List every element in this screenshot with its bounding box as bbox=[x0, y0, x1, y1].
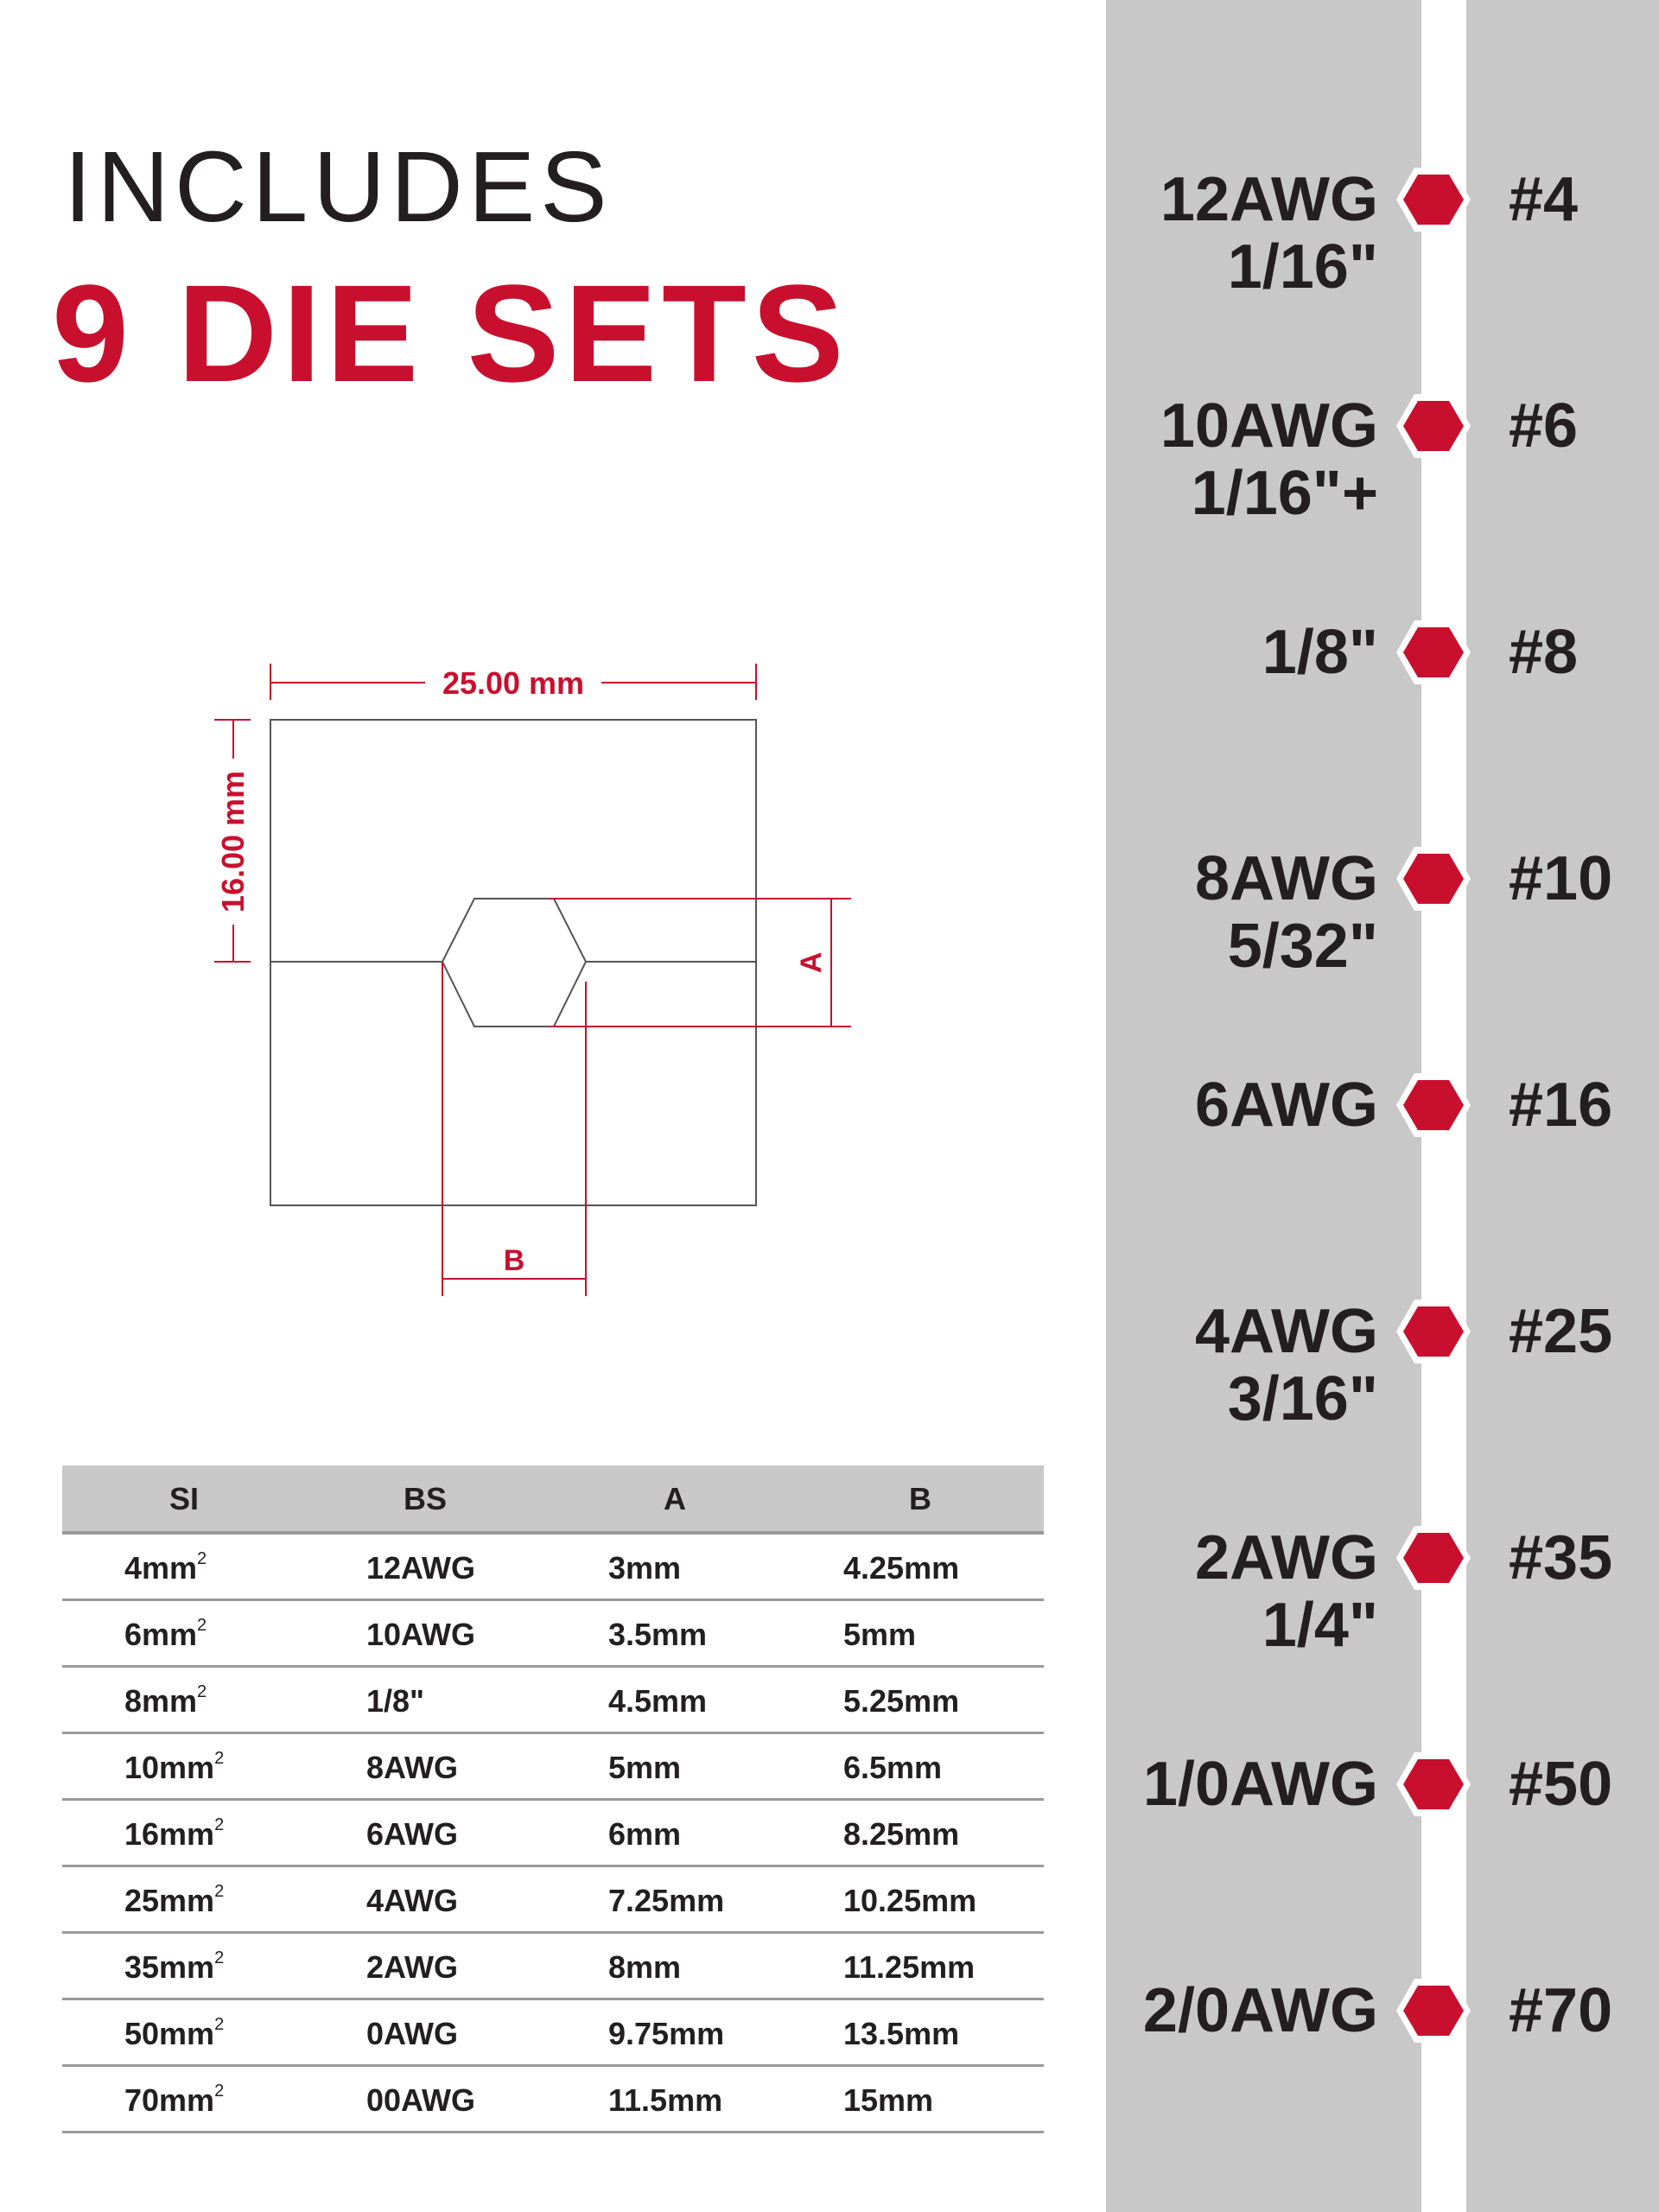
height-dimension-label: 16.00 mm bbox=[215, 770, 251, 913]
size-inch: 1/4" bbox=[1262, 1591, 1378, 1660]
cell-bs: 4AWG bbox=[366, 1883, 459, 1918]
cell-a: 4.5mm bbox=[608, 1683, 708, 1719]
hexagon-icon bbox=[1395, 1519, 1472, 1597]
cell-a: 7.25mm bbox=[608, 1883, 725, 1918]
cell-si bbox=[124, 1617, 207, 1653]
size-awg: 2/0AWG bbox=[1142, 1976, 1378, 2045]
cell-b: 4.25mm bbox=[843, 1550, 960, 1586]
hexagon-icon bbox=[1395, 840, 1472, 918]
size-row bbox=[1106, 1298, 1659, 1471]
cell-si-value: 10mm bbox=[124, 1750, 215, 1785]
cell-si-value: 4mm bbox=[124, 1550, 198, 1586]
cell-b: 5.25mm bbox=[843, 1683, 960, 1719]
size-awg: 6AWG bbox=[1194, 1071, 1378, 1140]
cell-b: 11.25mm bbox=[843, 1949, 976, 1985]
cell-si-value: 16mm bbox=[124, 1816, 215, 1852]
table-row bbox=[62, 1668, 1044, 1734]
cell-bs: 0AWG bbox=[366, 2016, 459, 2051]
cell-a: 8mm bbox=[608, 1949, 682, 1985]
size-awg-label bbox=[1102, 1751, 1378, 1818]
size-row bbox=[1106, 619, 1659, 791]
size-awg-label bbox=[1102, 1298, 1378, 1433]
size-awg-label bbox=[1102, 392, 1378, 527]
table-row bbox=[62, 1934, 1044, 2000]
size-awg: 12AWG bbox=[1160, 165, 1378, 234]
cell-si-value: 35mm bbox=[124, 1949, 215, 1985]
cell-a: 9.75mm bbox=[608, 2016, 725, 2051]
table-row bbox=[62, 1867, 1044, 1934]
cell-si-superscript: 2 bbox=[197, 1616, 207, 1635]
die-sets-heading: 9 DIE SETS bbox=[52, 256, 849, 410]
size-awg: 10AWG bbox=[1160, 391, 1378, 461]
cell-si-value: 8mm bbox=[124, 1683, 198, 1719]
b-dimension-label: B bbox=[503, 1244, 525, 1277]
cell-a: 3.5mm bbox=[608, 1617, 708, 1652]
cell-bs: 12AWG bbox=[366, 1550, 476, 1586]
cell-si-value: 25mm bbox=[124, 1883, 215, 1918]
hexagon-icon bbox=[1395, 613, 1472, 691]
cell-si-superscript: 2 bbox=[214, 1948, 225, 1967]
cell-b: 6.5mm bbox=[843, 1750, 943, 1785]
size-awg-label bbox=[1102, 845, 1378, 980]
cell-a: 6mm bbox=[608, 1816, 682, 1852]
size-awg: 1/0AWG bbox=[1142, 1750, 1378, 1819]
size-number: #10 bbox=[1509, 844, 1613, 913]
size-row bbox=[1106, 1977, 1659, 2150]
cell-bs: 8AWG bbox=[366, 1750, 459, 1785]
size-number: #70 bbox=[1509, 1976, 1613, 2045]
size-awg-label bbox=[1102, 166, 1378, 301]
table-row bbox=[62, 2000, 1044, 2067]
cell-si-superscript: 2 bbox=[214, 2082, 225, 2101]
size-awg-label bbox=[1102, 619, 1378, 686]
size-awg-label bbox=[1102, 1524, 1378, 1659]
cell-b: 13.5mm bbox=[843, 2016, 960, 2051]
hexagon-icon bbox=[1395, 1972, 1472, 2050]
size-number: #16 bbox=[1509, 1071, 1613, 1140]
cell-bs: 10AWG bbox=[366, 1617, 476, 1652]
table-row bbox=[62, 1535, 1044, 1601]
size-awg: 1/8" bbox=[1262, 618, 1378, 687]
table-row bbox=[62, 2067, 1044, 2133]
cell-a: 5mm bbox=[608, 1750, 682, 1785]
cell-si bbox=[124, 1883, 224, 1919]
size-awg-label bbox=[1102, 1071, 1378, 1139]
size-awg: 8AWG bbox=[1194, 844, 1378, 913]
cell-bs: 00AWG bbox=[366, 2082, 476, 2118]
table-row bbox=[62, 1734, 1044, 1801]
cell-si bbox=[124, 2016, 224, 2052]
size-number: #35 bbox=[1509, 1523, 1613, 1592]
size-row bbox=[1106, 392, 1659, 565]
table-row bbox=[62, 1801, 1044, 1867]
cell-a: 3mm bbox=[608, 1550, 682, 1586]
cell-si-superscript: 2 bbox=[197, 1549, 207, 1568]
size-awg: 4AWG bbox=[1194, 1297, 1378, 1366]
cell-b: 10.25mm bbox=[843, 1883, 977, 1918]
cell-si bbox=[124, 1949, 224, 1986]
cell-si bbox=[124, 1750, 224, 1786]
die-hexagon bbox=[442, 899, 586, 1027]
cell-si-superscript: 2 bbox=[197, 1682, 207, 1701]
size-inch: 1/16"+ bbox=[1191, 459, 1378, 528]
cell-bs: 6AWG bbox=[366, 1816, 459, 1852]
a-dimension-label: A bbox=[795, 951, 828, 974]
hexagon-icon bbox=[1395, 1066, 1472, 1144]
cell-b: 5mm bbox=[843, 1617, 917, 1652]
cell-b: 15mm bbox=[843, 2082, 934, 2118]
size-inch: 5/32" bbox=[1227, 912, 1378, 981]
cell-si-superscript: 2 bbox=[214, 1882, 225, 1901]
size-number: #8 bbox=[1509, 618, 1579, 687]
cell-si-value: 70mm bbox=[124, 2082, 215, 2118]
cell-b: 8.25mm bbox=[843, 1816, 960, 1852]
size-row bbox=[1106, 166, 1659, 339]
cell-si-superscript: 2 bbox=[214, 1749, 225, 1768]
cell-si-superscript: 2 bbox=[214, 2015, 225, 2034]
header-b: B bbox=[909, 1481, 931, 1516]
cell-si-value: 6mm bbox=[124, 1617, 198, 1652]
size-number: #50 bbox=[1509, 1750, 1613, 1819]
header-bs: BS bbox=[404, 1481, 448, 1516]
size-awg-label bbox=[1102, 1977, 1378, 2044]
width-dimension-label: 25.00 mm bbox=[442, 665, 585, 701]
header-a: A bbox=[664, 1481, 686, 1516]
size-row bbox=[1106, 1071, 1659, 1244]
size-row bbox=[1106, 845, 1659, 1018]
table-header bbox=[62, 1465, 1044, 1535]
hexagon-icon bbox=[1395, 387, 1472, 465]
cell-si bbox=[124, 1816, 224, 1853]
cell-si bbox=[124, 1683, 207, 1719]
size-inch: 3/16" bbox=[1227, 1364, 1378, 1433]
hexagon-icon bbox=[1395, 161, 1472, 238]
cell-a: 11.5mm bbox=[608, 2082, 723, 2118]
header-si: SI bbox=[169, 1481, 200, 1516]
cell-si bbox=[124, 2082, 224, 2119]
hexagon-icon bbox=[1395, 1293, 1472, 1370]
size-number: #4 bbox=[1509, 165, 1579, 234]
size-number: #6 bbox=[1509, 391, 1579, 461]
size-row bbox=[1106, 1751, 1659, 1923]
cell-bs: 1/8" bbox=[366, 1683, 425, 1719]
includes-heading: INCLUDES bbox=[64, 130, 613, 243]
size-row bbox=[1106, 1524, 1659, 1697]
cell-si-superscript: 2 bbox=[214, 1815, 225, 1834]
size-awg: 2AWG bbox=[1194, 1523, 1378, 1592]
die-diagram bbox=[0, 0, 1106, 1382]
hexagon-icon bbox=[1395, 1745, 1472, 1823]
cell-bs: 2AWG bbox=[366, 1949, 459, 1985]
die-specs-table bbox=[62, 1465, 1044, 2133]
cell-si-value: 50mm bbox=[124, 2016, 215, 2051]
table-row bbox=[62, 1601, 1044, 1668]
size-inch: 1/16" bbox=[1227, 232, 1378, 302]
size-number: #25 bbox=[1509, 1297, 1613, 1366]
cell-si bbox=[124, 1550, 207, 1586]
